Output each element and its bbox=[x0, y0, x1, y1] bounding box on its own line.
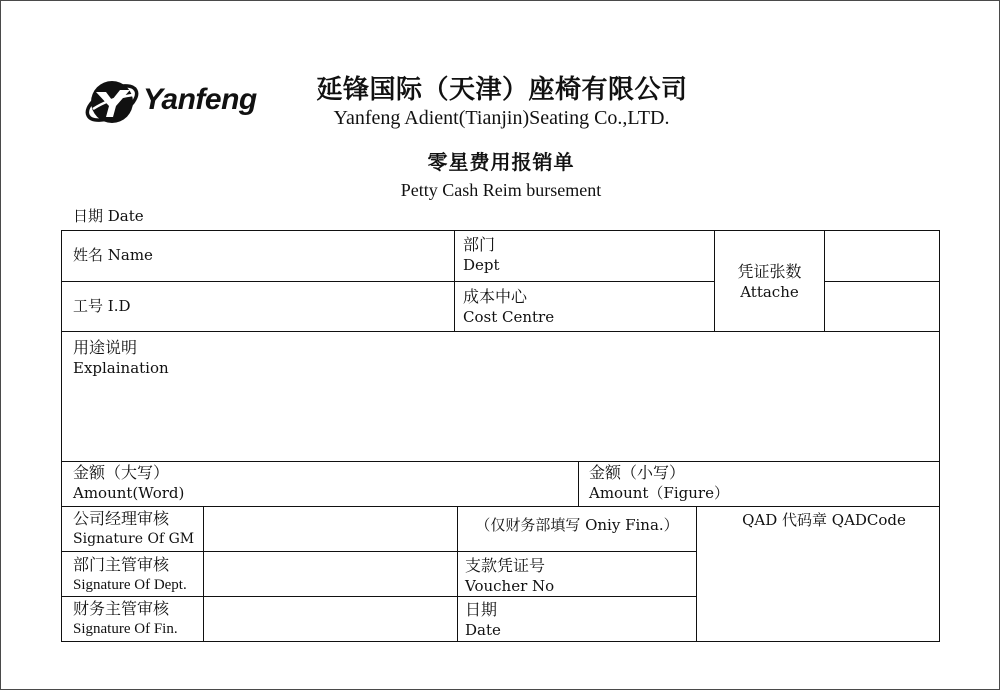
fin-signature-value-cell bbox=[203, 596, 458, 642]
amount-figure-label-en: Amount（Figure） bbox=[589, 484, 729, 502]
dept-signature-label-en: Signature Of Dept. bbox=[73, 577, 187, 593]
dept-label bbox=[463, 235, 500, 275]
dept-label-en: Dept bbox=[463, 256, 500, 274]
form-title-cn: 零星费用报销单 bbox=[427, 150, 575, 174]
amount-figure-label-cn: 金额（小写） bbox=[589, 463, 686, 482]
explanation-cell bbox=[61, 331, 940, 462]
qad-code-cell bbox=[696, 506, 940, 642]
yanfeng-emblem-icon bbox=[84, 76, 142, 128]
voucher-no-label bbox=[465, 556, 554, 596]
cost-centre-label-cn: 成本中心 bbox=[463, 287, 528, 306]
fin-signature-label bbox=[73, 599, 178, 639]
cost-centre-label-en: Cost Centre bbox=[463, 308, 555, 326]
voucher-no-label-cn: 支款凭证号 bbox=[465, 556, 546, 575]
dept-label-cn: 部门 bbox=[463, 235, 496, 254]
date-label bbox=[465, 600, 501, 640]
name-cell bbox=[61, 230, 455, 282]
company-name-en: Yanfeng Adient(Tianjin)Seating Co.,LTD. bbox=[333, 107, 670, 129]
form-title-en: Petty Cash Reim bursement bbox=[400, 180, 602, 200]
cost-centre-cell bbox=[454, 281, 715, 332]
gm-signature-label-cn: 公司经理审核 bbox=[73, 509, 170, 528]
amount-word-label-cn: 金额（大写） bbox=[73, 463, 170, 482]
attache-count-cell-top bbox=[824, 230, 940, 282]
amount-word-label-en: Amount(Word) bbox=[73, 484, 185, 502]
dept-cell bbox=[454, 230, 715, 282]
employee-id-cell bbox=[61, 281, 455, 332]
fin-signature-label-cn: 财务主管审核 bbox=[73, 599, 170, 618]
date-label-cn: 日期 bbox=[465, 600, 498, 619]
amount-figure-cell bbox=[578, 461, 940, 507]
form-date-label: 日期 Date bbox=[73, 207, 144, 225]
fin-signature-label-en: Signature Of Fin. bbox=[73, 621, 178, 637]
attache-label bbox=[715, 262, 824, 302]
attache-label-cell bbox=[714, 230, 825, 332]
amount-word-label bbox=[73, 463, 184, 503]
attache-count-cell-bottom bbox=[824, 281, 940, 332]
gm-signature-label bbox=[73, 509, 194, 549]
attache-label-en: Attache bbox=[740, 283, 799, 301]
finance-only-cell bbox=[457, 506, 697, 552]
voucher-no-label-en: Voucher No bbox=[465, 577, 555, 595]
voucher-no-cell bbox=[457, 551, 697, 597]
attache-label-cn: 凭证张数 bbox=[737, 262, 802, 281]
qad-code-label: QAD 代码章 QADCode bbox=[742, 511, 906, 529]
gm-signature-label-cell bbox=[61, 506, 204, 552]
logo-wordmark: Yanfeng bbox=[143, 83, 257, 116]
explanation-label-en: Explaination bbox=[73, 359, 169, 377]
company-name-cn: 延锋国际（天津）座椅有限公司 bbox=[316, 75, 688, 105]
finance-only-note: （仅财务部填写 Oniy Fina.） bbox=[475, 516, 679, 534]
cost-centre-label bbox=[463, 287, 554, 327]
date-label-en: Date bbox=[465, 621, 501, 639]
fin-signature-label-cell bbox=[61, 596, 204, 642]
name-label: 姓名 Name bbox=[73, 246, 153, 264]
dept-signature-value-cell bbox=[203, 551, 458, 597]
amount-figure-label bbox=[589, 463, 729, 503]
explanation-label bbox=[73, 338, 169, 378]
date-cell bbox=[457, 596, 697, 642]
gm-signature-value-cell bbox=[203, 506, 458, 552]
dept-signature-label-cell bbox=[61, 551, 204, 597]
amount-word-cell bbox=[61, 461, 579, 507]
employee-id-label: 工号 I.D bbox=[73, 297, 131, 315]
dept-signature-label-cn: 部门主管审核 bbox=[73, 555, 170, 574]
gm-signature-label-en: Signature Of GM bbox=[73, 531, 195, 547]
dept-signature-label bbox=[73, 555, 187, 595]
explanation-label-cn: 用途说明 bbox=[73, 338, 138, 357]
